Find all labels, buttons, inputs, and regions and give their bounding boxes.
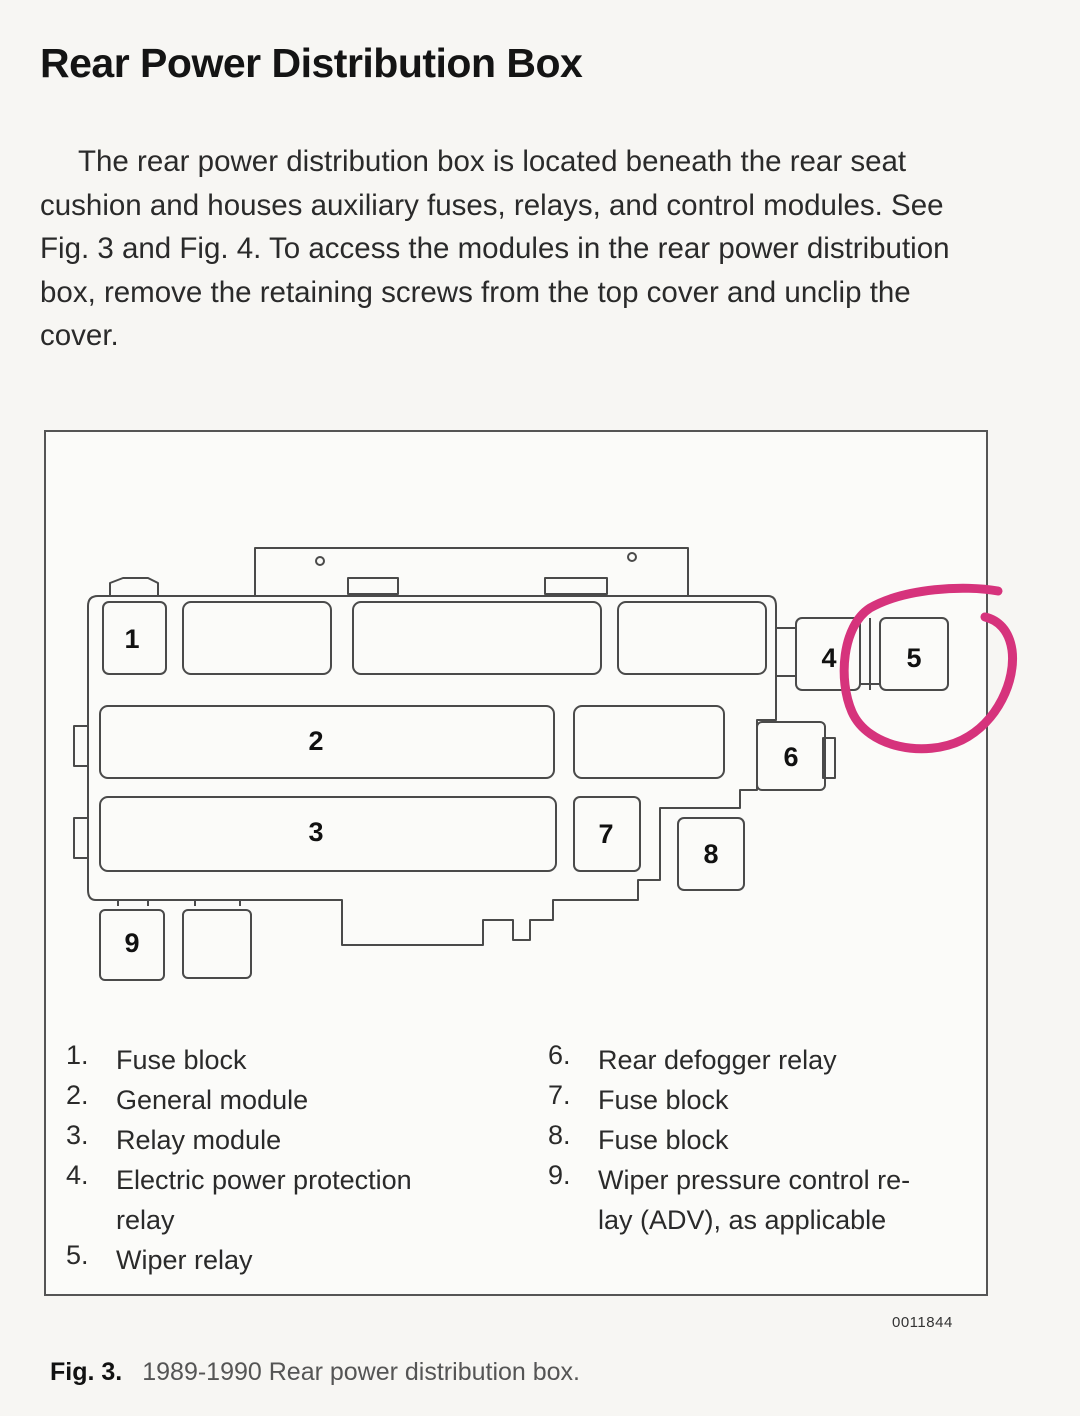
- relay-4-mount: [776, 628, 796, 676]
- screw-hole: [628, 553, 636, 561]
- fuse-block-b: [353, 602, 601, 674]
- diagram-label-4: 4: [821, 643, 837, 673]
- diagram-label-1: 1: [124, 624, 140, 654]
- housing-outline: [88, 596, 776, 945]
- component-2: [100, 706, 554, 778]
- side-nub: [74, 818, 88, 858]
- diagram-label-6: 6: [783, 742, 799, 772]
- diagram-label-5: 5: [906, 643, 922, 673]
- legend-number: 8.: [548, 1120, 571, 1150]
- legend-text: Rear defogger relay: [598, 1045, 837, 1075]
- legend-text: Relay module: [116, 1125, 282, 1155]
- diagram-label-8: 8: [703, 839, 719, 869]
- legend-text: Fuse block: [116, 1045, 247, 1075]
- fuse-block-a: [183, 602, 331, 674]
- top-tab: [545, 578, 607, 594]
- legend-number: 3.: [66, 1120, 89, 1150]
- legend-number: 1.: [66, 1040, 89, 1070]
- diagram-label-2: 2: [308, 726, 324, 756]
- fuse-block-d: [574, 706, 724, 778]
- figure-caption: [50, 1358, 580, 1387]
- component-3: [100, 797, 556, 871]
- diagram-label-9: 9: [124, 928, 140, 958]
- legend-number: 7.: [548, 1080, 571, 1110]
- figure-caption-lead: Fig. 3.: [50, 1358, 123, 1386]
- top-cover-outline: [255, 548, 688, 596]
- figure-caption-text: 1989-1990 Rear power distribution box.: [142, 1358, 581, 1386]
- diagram-label-7: 7: [598, 819, 614, 849]
- top-tab: [348, 578, 398, 594]
- legend-number: 9.: [548, 1160, 571, 1190]
- legend-text: Electric power protection: [116, 1165, 412, 1195]
- legend-text: General module: [116, 1085, 309, 1115]
- relay-5-bracket: [860, 618, 880, 690]
- intro-paragraph: The rear power distribution box is located beneath the rear seat cushion and houses auxiliary fuses, relays, and control modules. See Fig. 3 and Fig. 4. To access the modules in the rear power distribution box, remove the retaining screws from the top cover and unclip the cover.: [40, 145, 950, 352]
- legend-number: 2.: [66, 1080, 89, 1110]
- page-title: Rear Power Distribution Box: [40, 40, 583, 86]
- figure-code: 0011844: [892, 1314, 953, 1331]
- legend-text-continued: relay: [116, 1205, 175, 1235]
- screw-hole: [316, 557, 324, 565]
- legend-number: 6.: [548, 1040, 571, 1070]
- legend-text: Fuse block: [598, 1125, 729, 1155]
- legend-number: 4.: [66, 1160, 89, 1190]
- left-clip: [110, 578, 158, 596]
- legend-number: 5.: [66, 1240, 89, 1270]
- side-nub: [74, 726, 88, 766]
- legend-text-continued: lay (ADV), as applicable: [598, 1205, 887, 1235]
- fuse-block-c: [618, 602, 766, 674]
- diagram-label-3: 3: [308, 817, 324, 847]
- legend-text: Wiper relay: [116, 1245, 253, 1275]
- component-unlabeled: [183, 910, 251, 978]
- legend-text: Wiper pressure control re-: [598, 1165, 911, 1195]
- legend-text: Fuse block: [598, 1085, 729, 1115]
